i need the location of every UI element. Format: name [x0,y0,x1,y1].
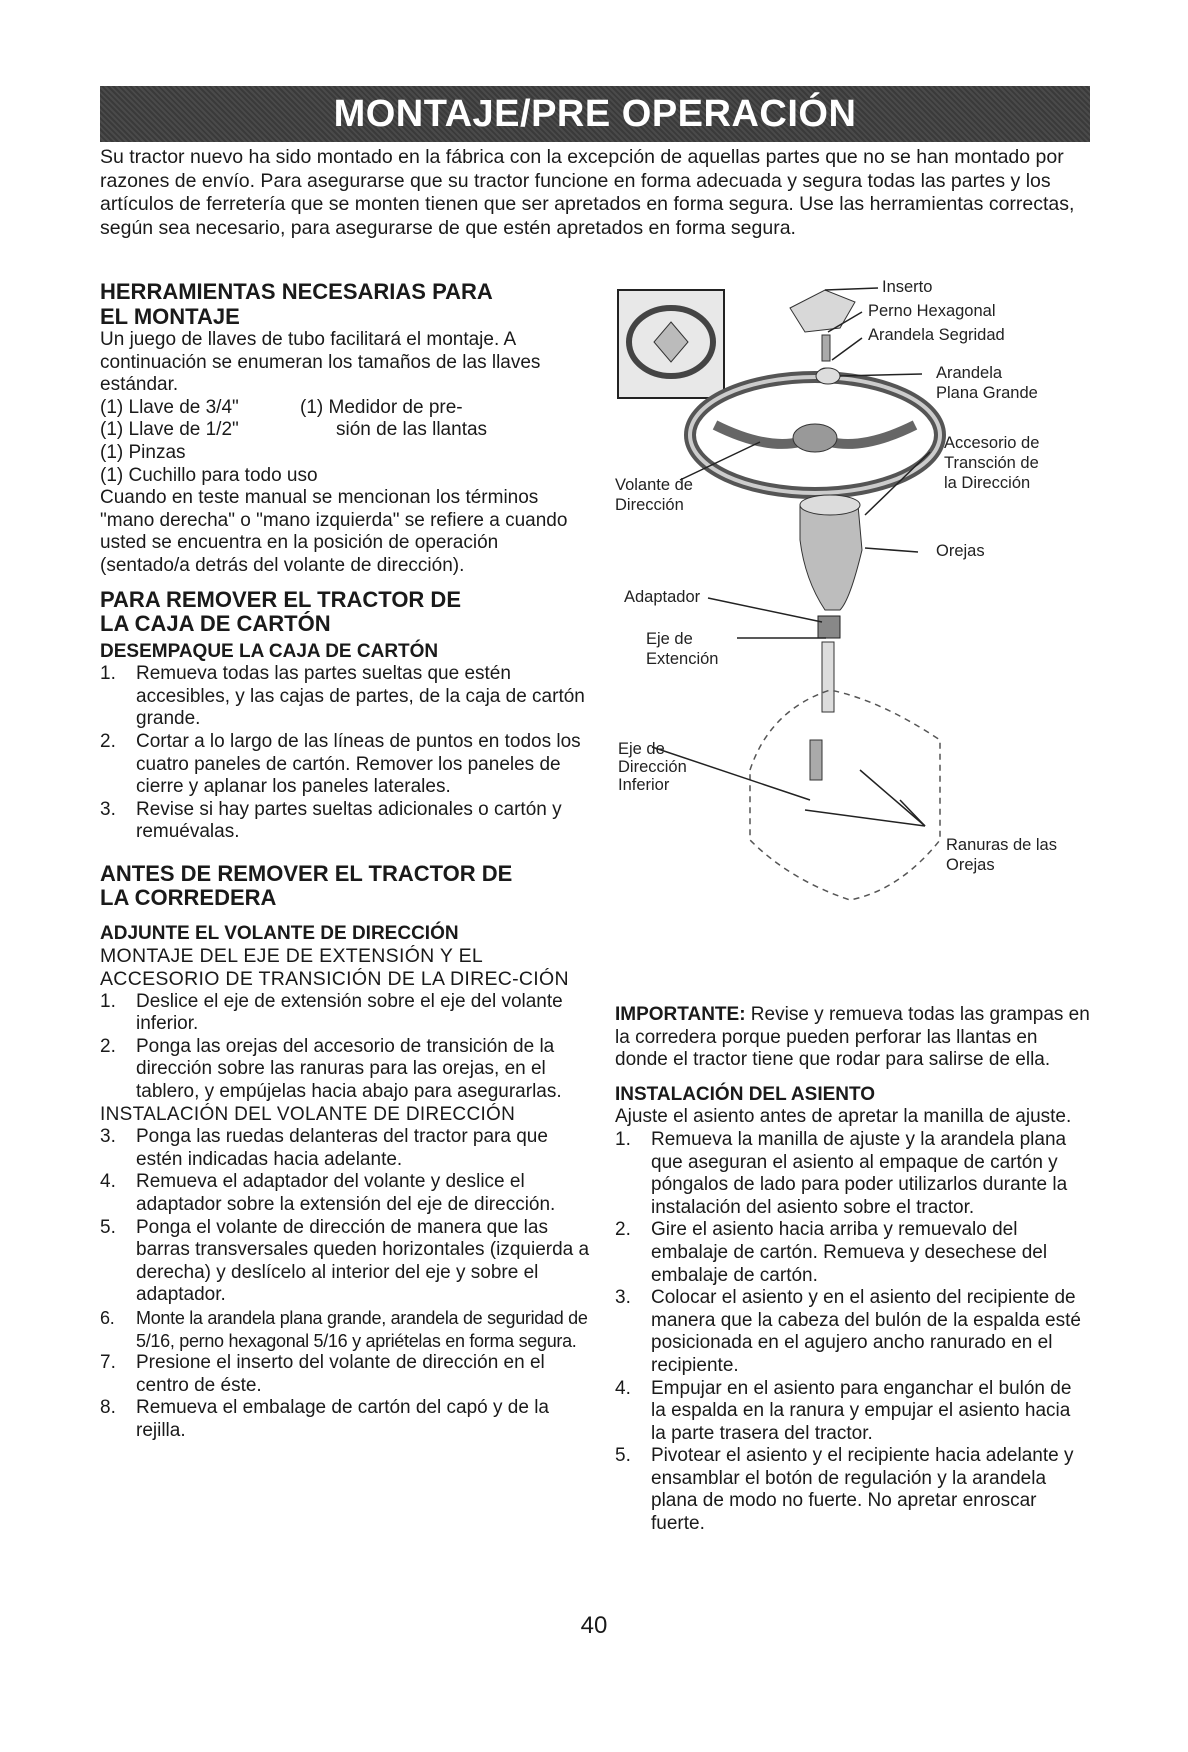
list-item: 1. Deslice el eje de extensión sobre el eje del volante inferior. [100,990,563,1035]
tool-item: (1) Llave de 3/4" [100,396,239,418]
label-direccion-inferior: Dirección [618,758,687,776]
remove-carton-heading-2: LA CAJA DE CARTÓN [100,611,331,637]
list-item: 5. Ponga el volante de dirección de manera que las barras transversales queden horizontales (izquierda a derecha) y deslícelo al interior del eje y sobre el adaptador. [100,1216,590,1306]
label-arandela: Arandela [936,364,1003,382]
page-number: 40 [580,1612,608,1639]
label-arandela-seguridad: Arandela Segridad [868,326,1005,344]
remove-carton-heading: PARA REMOVER EL TRACTOR DE [100,586,461,612]
tool-item: (1) Llave de 1/2" [100,419,239,441]
list-item: 3. Revise si hay partes sueltas adicionales o cartón y remuévalas. [100,798,562,843]
extension-subheading: MONTAJE DEL EJE DE EXTENSIÓN Y EL ACCESORIO DE TRANSICIÓN DE LA DIREC-CIÓN [100,945,569,991]
wheel-install-steps [100,1126,590,1307]
list-item: 1. Remueva la manilla de ajuste y la arandela plana que aseguran el asiento al empaque de cartón y póngalos de lado para poder utilizarlos durante la instalación del asiento sobre el tractor. [615,1128,1068,1218]
tools-heading: HERRAMIENTAS NECESARIAS PARA [100,279,493,304]
label-orejas: Orejas [936,542,985,560]
label-perno: Perno Hexagonal [868,302,996,320]
label-plana-grande: Plana Grande [936,384,1038,402]
unpack-subheading: DESEMPAQUE LA CAJA DE CARTÓN [100,640,439,662]
wheel-install-steps-condensed [100,1307,590,1352]
tools-list [100,397,590,442]
important-note [615,1004,1090,1072]
label-eje-extension: Eje de [646,630,693,648]
wheel-install-subheading: INSTALACIÓN DEL VOLANTE DE DIRECCIÓN [100,1103,516,1125]
label-extencion: Extención [646,650,719,668]
tools-note: Cuando en teste manual se mencionan los términos "mano derecha" o "mano izquierda" se refiere a cuando usted se encuentra en la posición de operación (sentado/a detrás del volante de dirección). [100,487,568,576]
unpack-steps [100,663,590,844]
list-item: 4. Empujar en el asiento para enganchar el bulón de la espalda en la ranura y empujar el asiento hacia la parte trasera del tractor. [615,1377,1072,1444]
list-item: 6. Monte la arandela plana grande, arandela de seguridad de 5/16, perno hexagonal 5/16 y apriételas en forma segura. [100,1307,588,1351]
list-item: 3. Colocar el asiento y en el asiento del recipiente de manera que la cabeza del bulón de la espalda esté posicionada en el agujero ancho ranurado en el recipiente. [615,1287,1081,1376]
label-volante: Volante de [615,476,693,494]
label-eje-inferior: Eje de [618,740,665,758]
label-accesorio: Accesorio de [944,434,1040,452]
seat-heading: INSTALACIÓN DEL ASIENTO [615,1083,876,1105]
left-column [100,280,590,1443]
label-inferior: Inferior [618,776,670,794]
extension-steps [100,991,590,1104]
intro-paragraph: Su tractor nuevo ha sido montado en la fábrica con la excepción de aquellas partes que no se han montado por razones de envío. Para asegurarse que su tractor funcione en forma adecuada y segura todas las partes y los artículos de ferretería que se monten tienen que ser apretados en forma segura. Use las herramientas correctas, según sea necesario, para asegurarse de que estén apretados en forma segura. [100,146,1075,239]
list-item: 2. Ponga las orejas del accesorio de transición de la dirección sobre las ranuras para las orejas, en el tablero, y empújelas hacia abajo para asegurarlas. [100,1035,562,1103]
important-label: IMPORTANTE: [615,1004,746,1025]
wheel-install-steps-final [100,1352,590,1442]
seat-steps [615,1129,1090,1536]
label-inserto: Inserto [882,278,933,296]
list-item: 1. Remueva todas las partes sueltas que estén accesibles, y las cajas de partes, de la caja de cartón grande. [100,663,585,730]
label-ranuras: Ranuras de las [946,836,1057,854]
list-item: 3. Ponga las ruedas delanteras del tractor para que estén indicadas hacia adelante. [100,1126,548,1170]
list-item: 2. Cortar a lo largo de las líneas de puntos en todos los cuatro paneles de cartón. Remover los paneles de cierre y aplanar los paneles laterales. [100,730,581,798]
label-direccion: Dirección [615,496,684,514]
tools-heading-2: EL MONTAJE [100,303,240,329]
list-item: 8. Remueva el embalage de cartón del capó y de la rejilla. [100,1397,549,1441]
section-banner [100,86,1090,142]
list-item: 5. Pivotear el asiento y el recipiente hacia adelante y ensamblar el botón de regulación y la arandela plana de modo no fuerte. No apretar enroscar fuerte. [615,1445,1074,1535]
before-remove-heading-2: LA CORREDERA [100,885,277,911]
list-item: 2. Gire el asiento hacia arriba y remuevalo del embalaje de cartón. Remueva y desechese del embalaje de cartón. [615,1219,1048,1286]
label-ranuras-orejas: Orejas [946,856,995,874]
list-item: 4. Remueva el adaptador del volante y deslice el adaptador sobre la extensión del eje de dirección. [100,1171,556,1215]
tool-item: sión de las llantas [336,419,488,441]
tool-item: (1) Medidor de pre- [300,396,463,418]
steering-assembly-diagram [600,280,1100,990]
right-column [615,1004,1090,1536]
important-text: Revise y remueva todas las grampas en la corredera porque pueden perforar las llantas en donde el tractor tiene que rodar para salirse de ella. [615,1004,1090,1071]
label-adaptador: Adaptador [624,588,701,606]
tool-item: (1) Cuchillo para todo uso [100,464,318,486]
steering-subheading: ADJUNTE EL VOLANTE DE DIRECCIÓN [100,922,459,944]
label-transcion: Transción de [944,454,1039,472]
page-title: MONTAJE/PRE OPERACIÓN [333,92,857,135]
tool-item: (1) Pinzas [100,441,186,463]
tools-description: Un juego de llaves de tubo facilitará el montaje. A continuación se enumeran los tamaños de las llaves estándar. [100,329,541,396]
before-remove-heading: ANTES DE REMOVER EL TRACTOR DE [100,860,513,886]
seat-description: Ajuste el asiento antes de apretar la manilla de ajuste. [615,1106,1072,1128]
list-item: 7. Presione el inserto del volante de dirección en el centro de éste. [100,1352,545,1396]
label-la-direccion: la Dirección [944,474,1031,492]
